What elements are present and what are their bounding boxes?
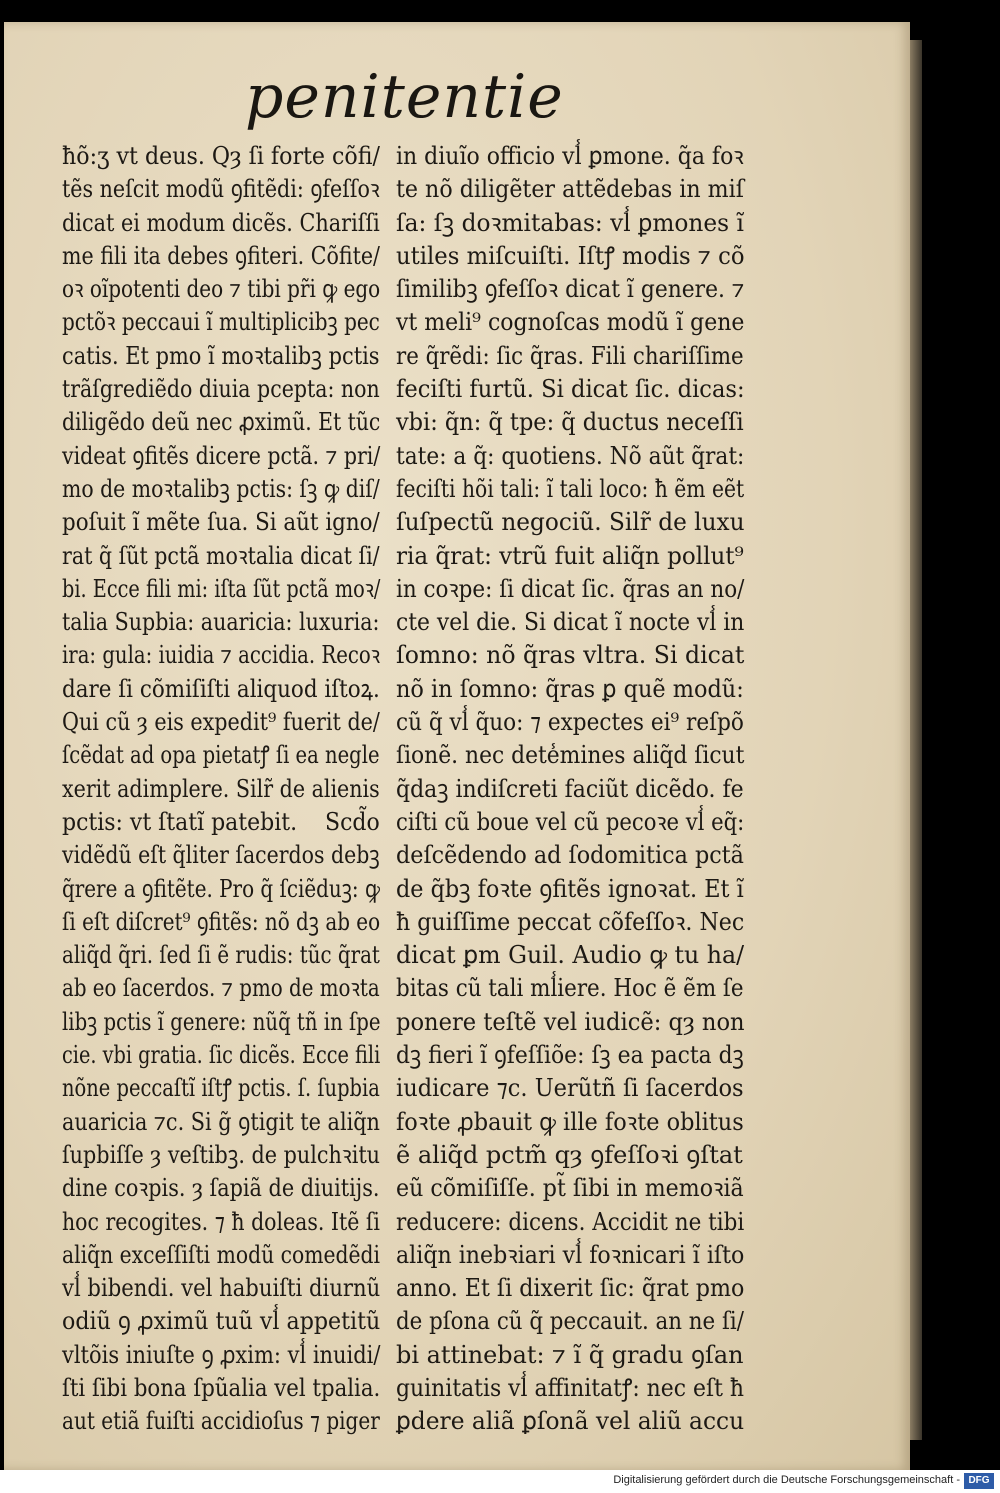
text-line: dare ſi cõmiſiſti aliquod iſtoꝝ. (62, 674, 380, 703)
text-line: iudicare ⁊c. Uerũtñ ſi ſacerdos (396, 1074, 744, 1103)
text-line: talia Supbia: auaricia: luxuria: (62, 608, 380, 637)
text-line: utiles miſcuiſti. Iſtꝭ modis ⁊ cõ (396, 241, 745, 270)
footer-credit: Digitalisierung gefördert durch die Deutsche Forschungsgemeinschaft - (613, 1474, 960, 1486)
text-line: rat q̃ ſũt pctã moꝛtalia dicat ſi/ (62, 541, 380, 570)
page-edge (910, 40, 922, 1440)
text-line: reducere: dicens. Accidit ne tibi (396, 1207, 745, 1236)
dfg-logo: DFG (964, 1473, 994, 1489)
text-line: auaricia ⁊c. Si g̃ ꝯtigit te aliq̃n (62, 1107, 380, 1136)
text-line: ſcẽdat ad opa pietatꝭ ſi ea negle (62, 741, 380, 770)
text-line: diligẽdo deũ nec ꝓximũ. Et tũc (62, 408, 381, 437)
text-line: videat ꝯfitẽs dicere pctã. ⁊ pri/ (62, 441, 381, 470)
text-line: aliq̃d q̃ri. ſed ſi ẽ rudis: tũc q̃rat (62, 941, 380, 970)
text-line: q̃rere a ꝯfitẽte. Pro q̃ ſciẽduꝫ: ꝙ (62, 874, 380, 903)
text-line: ꝑdere aliã ꝑſonã vel aliũ accu (396, 1407, 745, 1436)
text-line: de q̃bꝫ foꝛte ꝯfitẽs ignoꝛat. Et ĩ (396, 874, 744, 903)
text-line: Qui cũ ȝ eis expedit⁹ fuerit de/ (62, 708, 380, 737)
text-line: odiũ ꝯ ꝓximũ tuũ vl̾ appetitũ (62, 1307, 381, 1336)
text-line: aliq̃n inebꝛiari vl̾ foꝛnicari ĩ iſto (396, 1240, 745, 1269)
text-line: anno. Et ſi dixerit ſic: q̃rat pmo (396, 1274, 745, 1303)
text-line: xerit adimplere. Silr̃ de alienis (62, 774, 380, 803)
text-line: de pſona cũ q̃ peccauit. an ne ſi/ (396, 1307, 744, 1336)
text-line: q̃daꝫ indiſcreti faciũt dicẽdo. fe (396, 774, 744, 803)
text-line: deſcẽdendo ad ſodomitica pctã (396, 841, 744, 870)
text-line: in coꝛpe: ſi dicat ſic. q̃ras an no/ (396, 574, 745, 603)
text-line: tẽs neſcit modũ ꝯfitẽdi: ꝯfeſſoꝛ (62, 175, 380, 204)
text-line: ſti ſibi bona ſpũalia vel tpalia. (62, 1373, 381, 1402)
text-line: dicat ꝑm Guil. Audio ꝙ tu ha/ (396, 941, 745, 970)
text-line: ab eo ſacerdos. ⁊ pmo de moꝛta (62, 974, 380, 1003)
text-line: ſionẽ. nec dete̾mines aliq̃d ſicut (396, 741, 745, 770)
text-line: ħõ:ʒ vt deus. Qȝ ſi forte cõfi/ (62, 142, 380, 170)
text-line: ħ guiſſime peccat cõfeſſoꝛ. Nec (396, 907, 745, 936)
text-line: guinitatis vl̾ affinitatꝭ: nec eſt ħ (396, 1373, 744, 1402)
text-line: ẽ aliq̃d pctm̃ qȝ ꝯfeſſoꝛi ꝯſtat (396, 1140, 743, 1169)
text-line: vl̾ bibendi. vel habuiſti diurnũ (62, 1274, 381, 1303)
text-line: dicat ei modum dicẽs. Chariſſi (62, 208, 380, 237)
text-line: aut etiã fuiſti accidioſus ⁊ piger (62, 1407, 380, 1436)
text-line: ſi eſt diſcret⁹ ꝯfitẽs: nõ dꝫ ab eo (62, 907, 381, 936)
text-line: bitas cũ tali ml̾iere. Hoc ẽ ẽm ſe (396, 974, 744, 1003)
text-line: feciſti hõi tali: ĩ tali loco: ħ ẽm eẽt (396, 474, 745, 503)
text-line: te nõ diligẽter attẽdebas in miſ (396, 175, 744, 204)
text-line: ſa: ſꝫ doꝛmitabas: vl̾ ꝑmones ĩ (396, 208, 744, 237)
text-line: trãſgrediẽdo diuia pcepta: non (62, 375, 380, 404)
text-line: cie. vbi gratia. ſic dicẽs. Ecce fili (62, 1041, 381, 1070)
text-line: catis. Et pmo ĩ moꝛtalibꝫ pctis (62, 341, 380, 370)
text-line: ria q̃rat: vtrũ fuit aliq̃n pollut⁹ (396, 541, 744, 570)
text-line: ſimilibꝫ ꝯfeſſoꝛ dicat ĩ genere. ⁊ (396, 275, 745, 304)
text-line: oꝛ oĩpotenti deo ⁊ tibi pr̃i ꝙ ego (62, 275, 381, 304)
text-line: pctõꝛ peccaui ĩ multiplicibꝫ pec (62, 308, 380, 337)
text-line: tate: a q̃: quotiens. Nõ aũt q̃rat: (396, 441, 745, 470)
text-line: vbi: q̃n: q̃ tpe: q̃ ductus neceſſi (396, 408, 744, 437)
text-line: dꝫ fieri ĩ ꝯfeſſiõe: ſꝫ ea pacta dꝫ (396, 1041, 744, 1070)
text-line: feciſti furtũ. Si dicat ſic. dicas: (396, 375, 745, 404)
text-line: vt meli⁹ cognoſcas modũ ĩ gene (396, 308, 745, 337)
text-line: nõ in ſomno: q̃ras ꝑ quẽ modũ: (396, 674, 744, 703)
text-line: in diuĩo officio vl̾ ꝑmone. q̃a foꝛ (396, 142, 744, 170)
text-line: aliq̃n exceſſiſti modũ comedẽdi (62, 1240, 381, 1269)
text-line: hoc recogites. ⁊ ħ doleas. Itẽ ſi (62, 1207, 380, 1236)
text-line: me fili ita debes ꝯfiteri. Cõfite/ (62, 241, 380, 270)
text-line: ponere teſtẽ vel iudicẽ: qȝ non (396, 1007, 745, 1036)
text-line: foꝛte ꝓbauit ꝙ ille foꝛte oblitus (396, 1107, 744, 1136)
text-line: vidẽdũ eſt q̃liter ſacerdos debꝫ (62, 841, 380, 870)
text-line: libꝫ pctis ĩ genere: nũq̃ tñ in ſpe (62, 1007, 381, 1036)
text-line: ira: gula: iuidia ⁊ accidia. Recoꝛ (62, 641, 381, 670)
text-line: ſupbiſſe ȝ veſtibꝫ. de pulchꝛitu (62, 1140, 381, 1169)
text-line: mo de moꝛtalibꝫ pctis: ſꝫ ꝙ diſ/ (62, 474, 380, 503)
text-line: nõne peccaſtĩ iſtꝭ pctis. ſ. ſupbia (62, 1074, 380, 1103)
text-line: re q̃rẽdi: ſic q̃ras. Fili chariſſime (396, 341, 744, 370)
text-line: ſuſpectũ negociũ. Silr̃ de luxu (396, 508, 745, 537)
digitization-footer (0, 1470, 1000, 1493)
text-line: dine coꝛpis. ȝ ſapiã de diuitijs. (62, 1174, 380, 1203)
running-title: penitentie (245, 62, 564, 132)
text-line: eũ cõmiſiſſe. pt̃ ſibi in memoꝛiã (396, 1174, 744, 1203)
text-line: cte vel die. Si dicat ĩ nocte vl̾ in (396, 608, 745, 637)
text-line: ſomno: nõ q̃ras vltra. Si dicat (396, 641, 745, 670)
text-line: vltõis iniuſte ꝯ ꝓxim: vl̾ inuidi/ (62, 1340, 381, 1369)
text-line: bi attinebat: ⁊ ĩ q̃ gradu ꝯſan (396, 1340, 744, 1369)
text-line: ciſti cũ boue vel cũ pecoꝛe vl̾ eq̃: (396, 807, 745, 836)
text-line: cũ q̃ vl̾ q̃uo: ⁊ expectes ei⁹ reſpõ (396, 708, 744, 737)
text-line: bi. Ecce fili mi: iſta ſũt pctã moꝛ/ (62, 574, 381, 603)
text-line: pctis: vt ſtatĩ patebit. Scd̃o (62, 807, 380, 836)
right-text-column (396, 140, 744, 1439)
text-line: poſuit ĩ mẽte ſua. Si aũt igno/ (62, 508, 380, 537)
left-text-column (62, 140, 380, 1439)
